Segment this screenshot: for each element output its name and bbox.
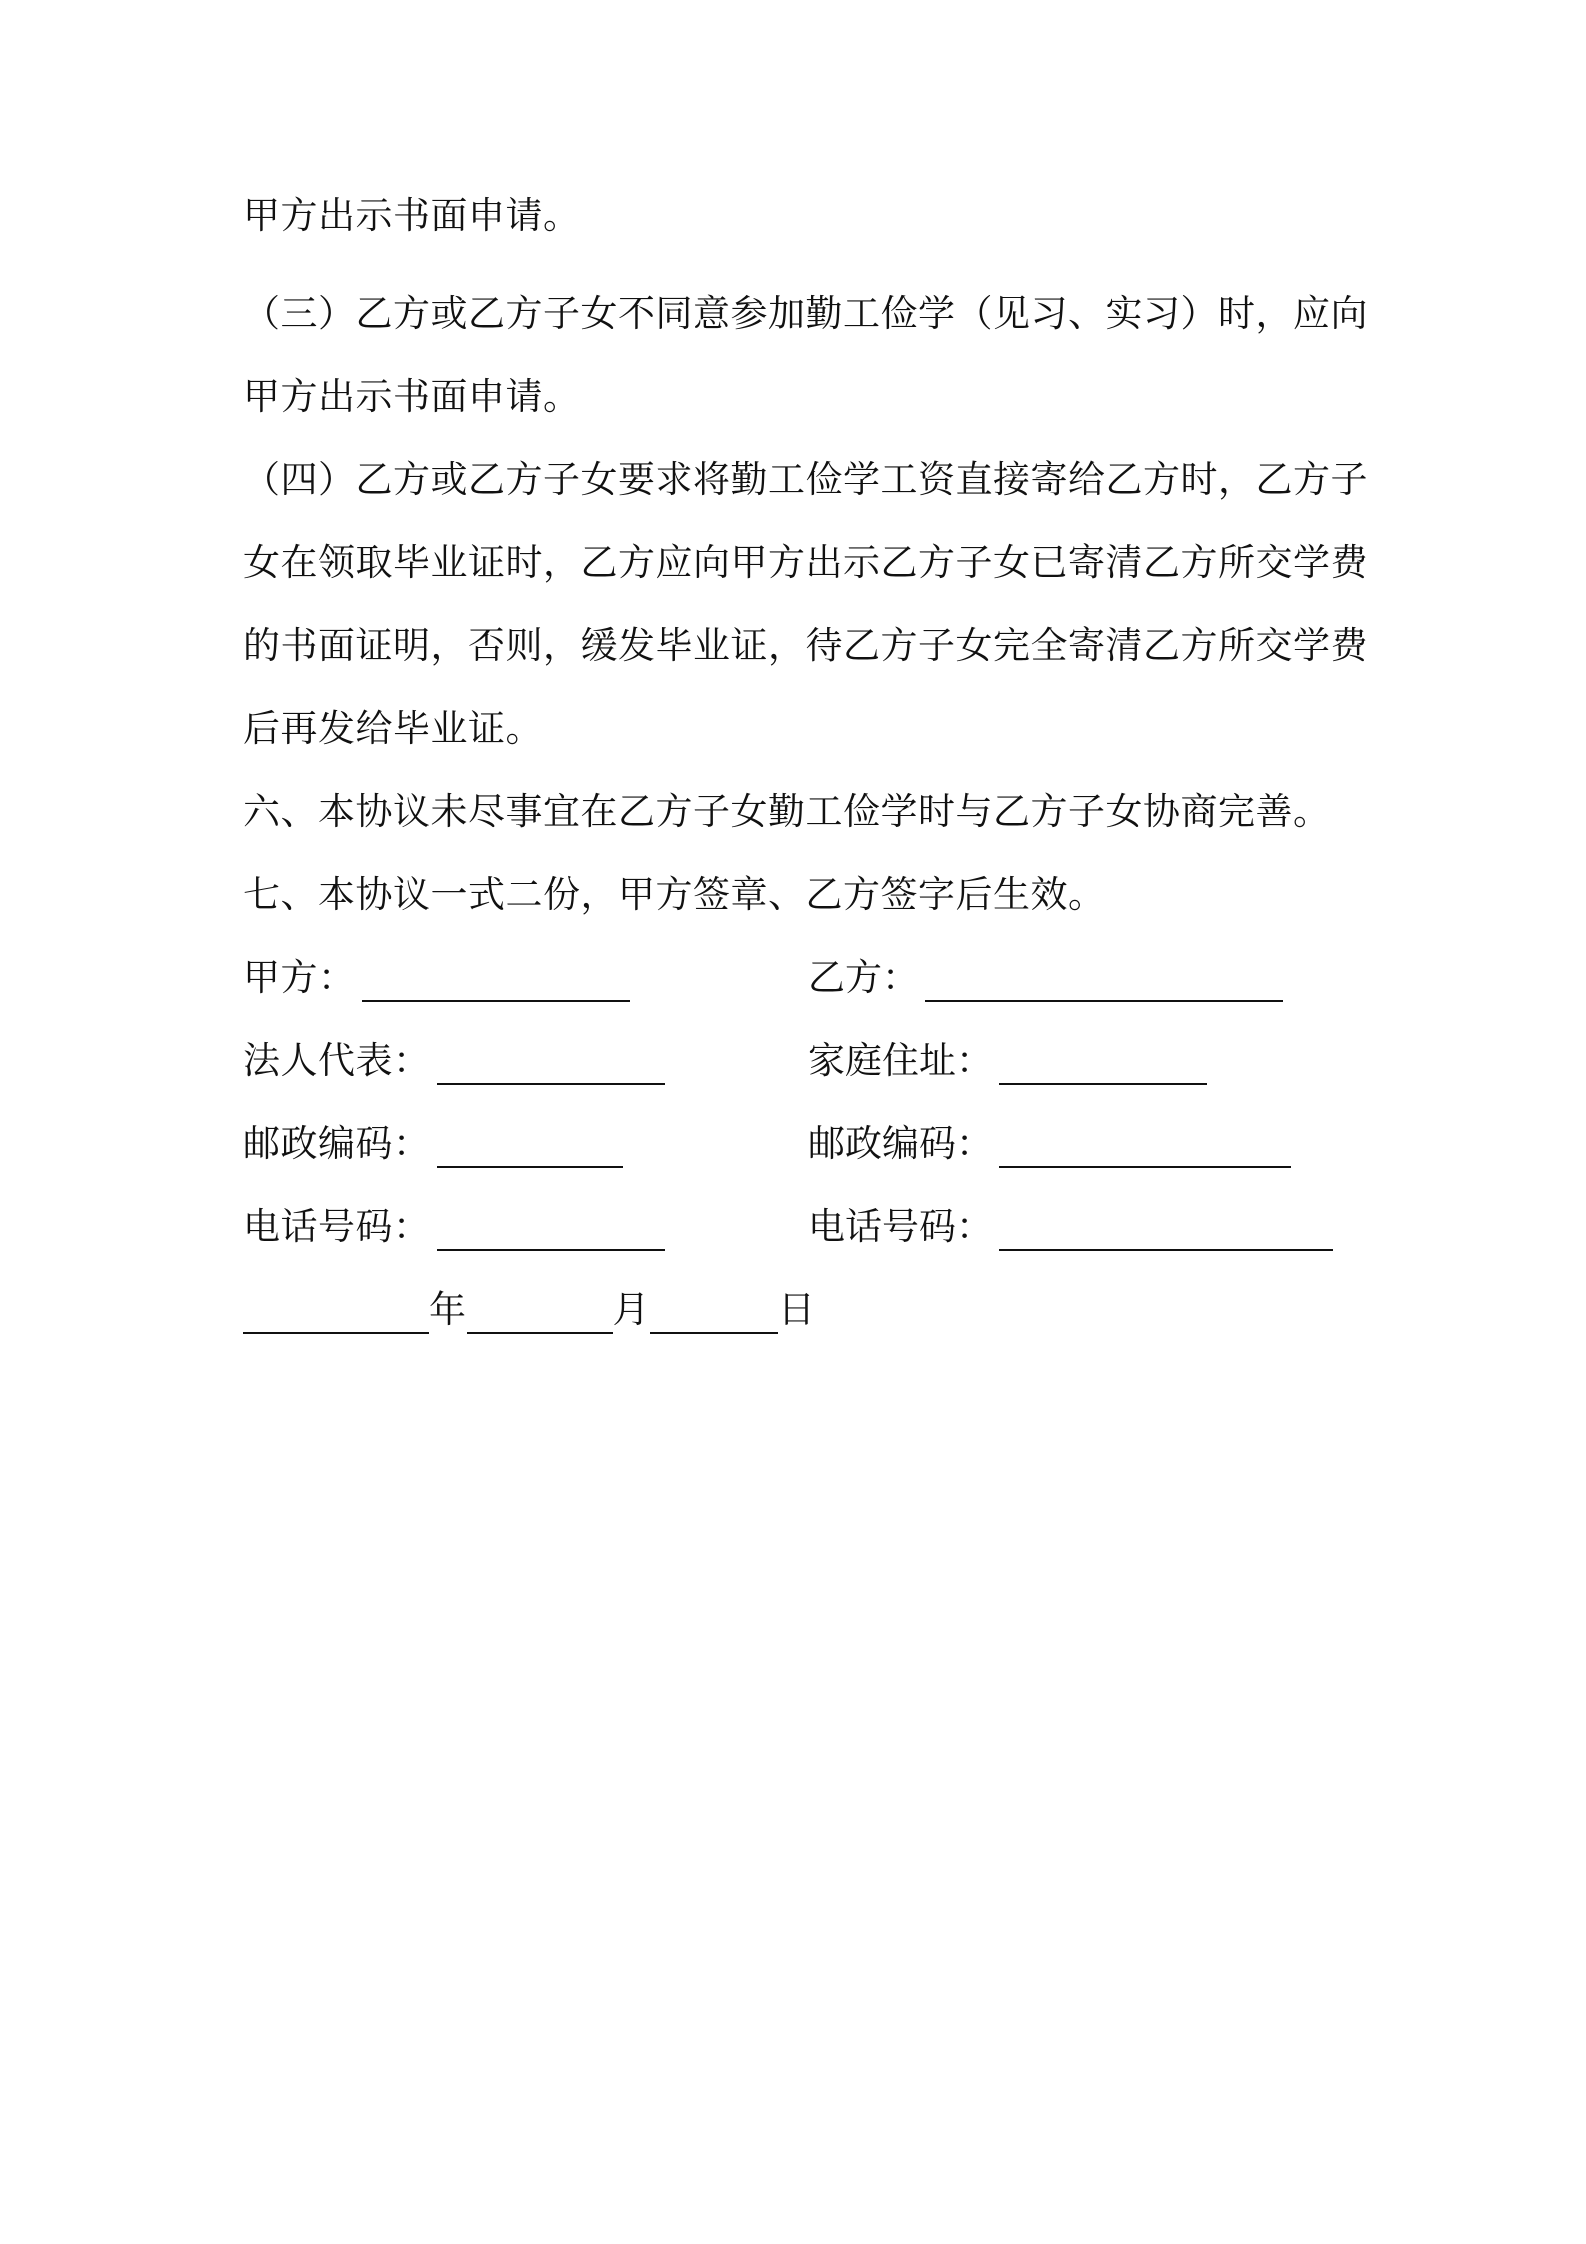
clause-seven: 七、本协议一式二份，甲方签章、乙方签字后生效。 xyxy=(243,873,1106,916)
phone-a-field[interactable] xyxy=(437,1211,665,1251)
body-line-4: （四）乙方或乙方子女要求将勤工俭学工资直接寄给乙方时，乙方子 xyxy=(243,458,1368,501)
phone-b-label: 电话号码： xyxy=(808,1205,993,1248)
date-row xyxy=(243,1286,816,1334)
party-a-field[interactable] xyxy=(362,962,630,1002)
party-a-label: 甲方： xyxy=(243,956,356,999)
month-field[interactable] xyxy=(467,1294,613,1334)
postcode-a-row xyxy=(243,1120,623,1168)
legal-rep-label: 法人代表： xyxy=(243,1039,431,1082)
phone-a-row xyxy=(243,1203,665,1251)
party-a-row xyxy=(243,954,630,1002)
postcode-b-label: 邮政编码： xyxy=(808,1122,993,1165)
postcode-b-field[interactable] xyxy=(999,1128,1291,1168)
month-label: 月 xyxy=(612,1288,650,1331)
legal-rep-row xyxy=(243,1037,665,1085)
day-label: 日 xyxy=(778,1288,816,1331)
postcode-b-row xyxy=(808,1120,1291,1168)
day-field[interactable] xyxy=(650,1294,778,1334)
postcode-a-label: 邮政编码： xyxy=(243,1122,431,1165)
party-b-field[interactable] xyxy=(925,962,1283,1002)
body-line-7: 后再发给毕业证。 xyxy=(243,707,543,750)
body-line-5: 女在领取毕业证时，乙方应向甲方出示乙方子女已寄清乙方所交学费 xyxy=(243,541,1368,584)
home-address-label: 家庭住址： xyxy=(808,1039,993,1082)
clause-six: 六、本协议未尽事宜在乙方子女勤工俭学时与乙方子女协商完善。 xyxy=(243,790,1331,833)
body-line-3: 甲方出示书面申请。 xyxy=(243,375,581,418)
phone-b-field[interactable] xyxy=(999,1211,1333,1251)
phone-b-row xyxy=(808,1203,1333,1251)
home-address-row xyxy=(808,1037,1207,1085)
body-line-6: 的书面证明，否则，缓发毕业证，待乙方子女完全寄清乙方所交学费 xyxy=(243,624,1368,667)
phone-a-label: 电话号码： xyxy=(243,1205,431,1248)
party-b-row xyxy=(808,954,1283,1002)
postcode-a-field[interactable] xyxy=(437,1128,623,1168)
body-line-1: 甲方出示书面申请。 xyxy=(243,194,581,237)
year-label: 年 xyxy=(429,1288,467,1331)
legal-rep-field[interactable] xyxy=(437,1045,665,1085)
body-line-2: （三）乙方或乙方子女不同意参加勤工俭学（见习、实习）时，应向 xyxy=(243,292,1368,335)
home-address-field[interactable] xyxy=(999,1045,1207,1085)
year-field[interactable] xyxy=(243,1294,429,1334)
party-b-label: 乙方： xyxy=(808,956,919,999)
